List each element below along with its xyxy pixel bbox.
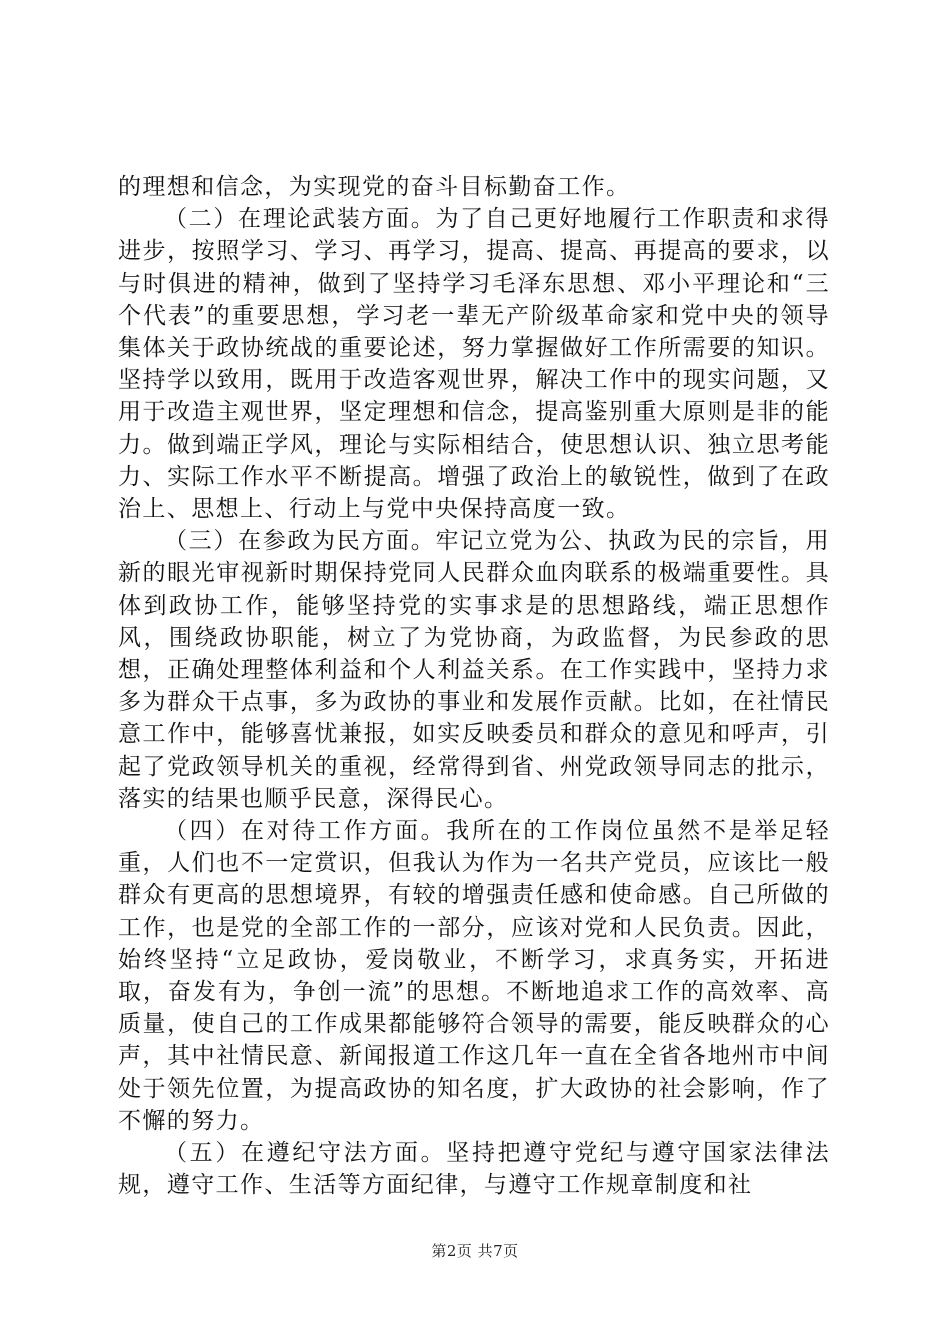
paragraph-work-attitude: （四）在对待工作方面。我所在的工作岗位虽然不是举足轻重，人们也不一定赏识，但我认为作为一名共产党员，应该比一般群众有更高的思想境界，有较的增强责任感和使命感。自己所做的工作，也是党的全部工作的一部分，应该对党和人民负责。因此，始终坚持“立足政协，爱岗敬业，不断学习，求真务实，开拓进取，奋发有为，争创一流”的思想。不断地追求工作的高效率、高质量，使自己的工作成果都能够符合领导的需要，能反映群众的心声，其中社情民意、新闻报道工作这几年一直在全省各地州市中间处于领先位置，为提高政协的知名度，扩大政协的社会影响，作了不懈的努力。 xyxy=(118,818,830,1134)
paragraph-participation: （三）在参政为民方面。牢记立党为公、执政为民的宗旨，用新的眼光审视新时期保持党同人民群众血肉联系的极端重要性。具体到政协工作，能够坚持党的实事求是的思想路线，端正思想作风，围绕政协职能，树立了为党协商，为政监督，为民参政的思想，正确处理整体利益和个人利益关系。在工作实践中，坚持力求多为群众干点事，多为政协的事业和发展作贡献。比如，在社情民意工作中，能够喜忧兼报，如实反映委员和群众的意见和呼声，引起了党政领导机关的重视，经常得到省、州党政领导同志的批示，落实的结果也顺乎民意，深得民心。 xyxy=(118,528,830,812)
paragraph-discipline: （五）在遵纪守法方面。坚持把遵守党纪与遵守国家法律法规，遵守工作、生活等方面纪律，与遵守工作规章制度和社 xyxy=(118,1140,830,1199)
paragraph-continuation: 的理想和信念，为实现党的奋斗目标勤奋工作。 xyxy=(118,174,631,200)
document-body xyxy=(118,171,830,1202)
page-number-footer: 第2页 共7页 xyxy=(431,1242,519,1260)
paragraph-theory: （二）在理论武装方面。为了自己更好地履行工作职责和求得进步，按照学习、学习、再学习，提高、提高、再提高的要求，以与时俱进的精神，做到了坚持学习毛泽东思想、邓小平理论和“三个代表”的重要思想，学习老一辈无产阶级革命家和党中央的领导集体关于政协统战的重要论述，努力掌握做好工作所需要的知识。坚持学以致用，既用于改造客观世界，解决工作中的现实问题，又用于改造主观世界，坚定理想和信念，提高鉴别重大原则是非的能力。做到端正学风，理论与实际相结合，使思想认识、独立思考能力、实际工作水平不断提高。增强了政治上的敏锐性，做到了在政治上、思想上、行动上与党中央保持高度一致。 xyxy=(118,206,830,523)
